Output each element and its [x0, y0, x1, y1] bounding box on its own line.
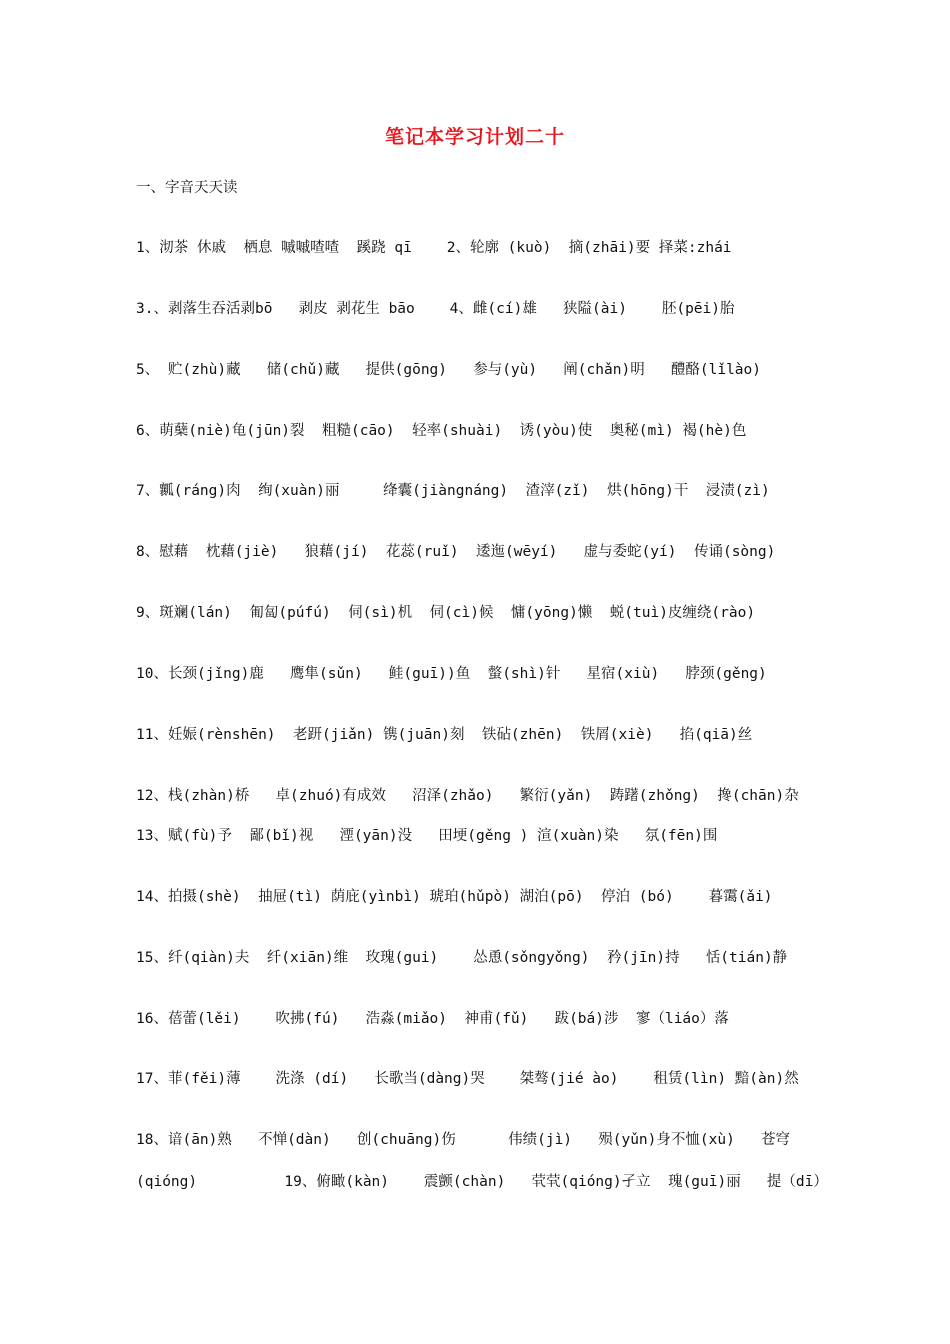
- section-heading: 一、字音天天读: [136, 180, 238, 196]
- text-line: 6、萌蘖(niè)龟(jūn)裂 粗糙(cāo) 轻率(shuài) 诱(yòu)使 奥秘(mì) 褐(hè)色: [136, 423, 747, 439]
- text-line: 9、斑斓(lán) 匍匐(púfú) 伺(sì)机 伺(cì)候 慵(yōng)懒 蜕(tuì)皮缠绕(rào): [136, 605, 756, 621]
- text-line: 14、拍摄(shè) 抽屉(tì) 荫庇(yìnbì) 琥珀(hǔpò) 湖泊(pō) 停泊 (bó) 暮霭(ǎi): [136, 889, 773, 905]
- text-line: 10、长颈(jǐng)鹿 鹰隼(sǔn) 鲑(guī))鱼 螫(shì)针 星宿(xiù) 脖颈(gěng): [136, 666, 767, 682]
- page-title: 笔记本学习计划二十: [384, 126, 565, 148]
- text-line: 17、菲(fěi)薄 洗涤 (dí) 长歌当(dàng)哭 桀骜(jié ào) 租赁(lìn) 黯(àn)然: [136, 1071, 799, 1087]
- text-line: 3.、剥落生吞活剥bō 剥皮 剥花生 bāo 4、雌(cí)雄 狭隘(ài) 胚(pēi)胎: [136, 301, 735, 317]
- text-line: 11、妊娠(rènshēn) 老趼(jiǎn) 镌(juān)刻 铁砧(zhēn) 铁屑(xiè) 掐(qiā)丝: [136, 727, 753, 743]
- text-line: 8、慰藉 枕藉(jiè) 狼藉(jí) 花蕊(ruǐ) 逶迤(wēyí) 虚与委蛇(yí) 传诵(sòng): [136, 544, 776, 560]
- text-line: 7、瓤(ráng)肉 绚(xuàn)丽 绛囊(jiàngnáng) 渣滓(zǐ) 烘(hōng)干 浸渍(zì): [136, 483, 770, 499]
- text-line: 18、谙(ān)熟 不惮(dàn) 创(chuāng)伤 伟绩(jì) 殒(yǔn)身不恤(xù) 苍穹: [136, 1132, 790, 1148]
- text-line: 15、纤(qiàn)夫 纤(xiān)维 玫瑰(gui) 怂恿(sǒngyǒng) 矜(jīn)持 恬(tián)静: [136, 950, 788, 966]
- text-line: (qióng) 19、俯瞰(kàn) 震颤(chàn) 茕茕(qióng)孑立 瑰(guī)丽 提（dī）: [136, 1174, 828, 1190]
- text-line: 5、 贮(zhù)藏 储(chǔ)藏 提供(gōng) 参与(yù) 阐(chǎn)明 醴酪(lǐlào): [136, 362, 761, 378]
- text-line: 12、栈(zhàn)桥 卓(zhuó)有成效 沼泽(zhǎo) 繁衍(yǎn) 踌躇(zhǒng) 搀(chān)杂: [136, 788, 799, 804]
- text-line: 16、蓓蕾(lěi) 吹拂(fú) 浩淼(miǎo) 神甫(fǔ) 跋(bá)涉 寥（liáo）落: [136, 1011, 729, 1027]
- text-line: 13、赋(fù)予 鄙(bǐ)视 湮(yān)没 田埂(gěng ) 渲(xuàn)染 氛(fēn)围: [136, 828, 718, 844]
- text-line: 1、沏茶 休戚 栖息 嘁嘁喳喳 蹊跷 qī 2、轮廓 (kuò) 摘(zhāi)要 择菜:zhái: [136, 240, 732, 256]
